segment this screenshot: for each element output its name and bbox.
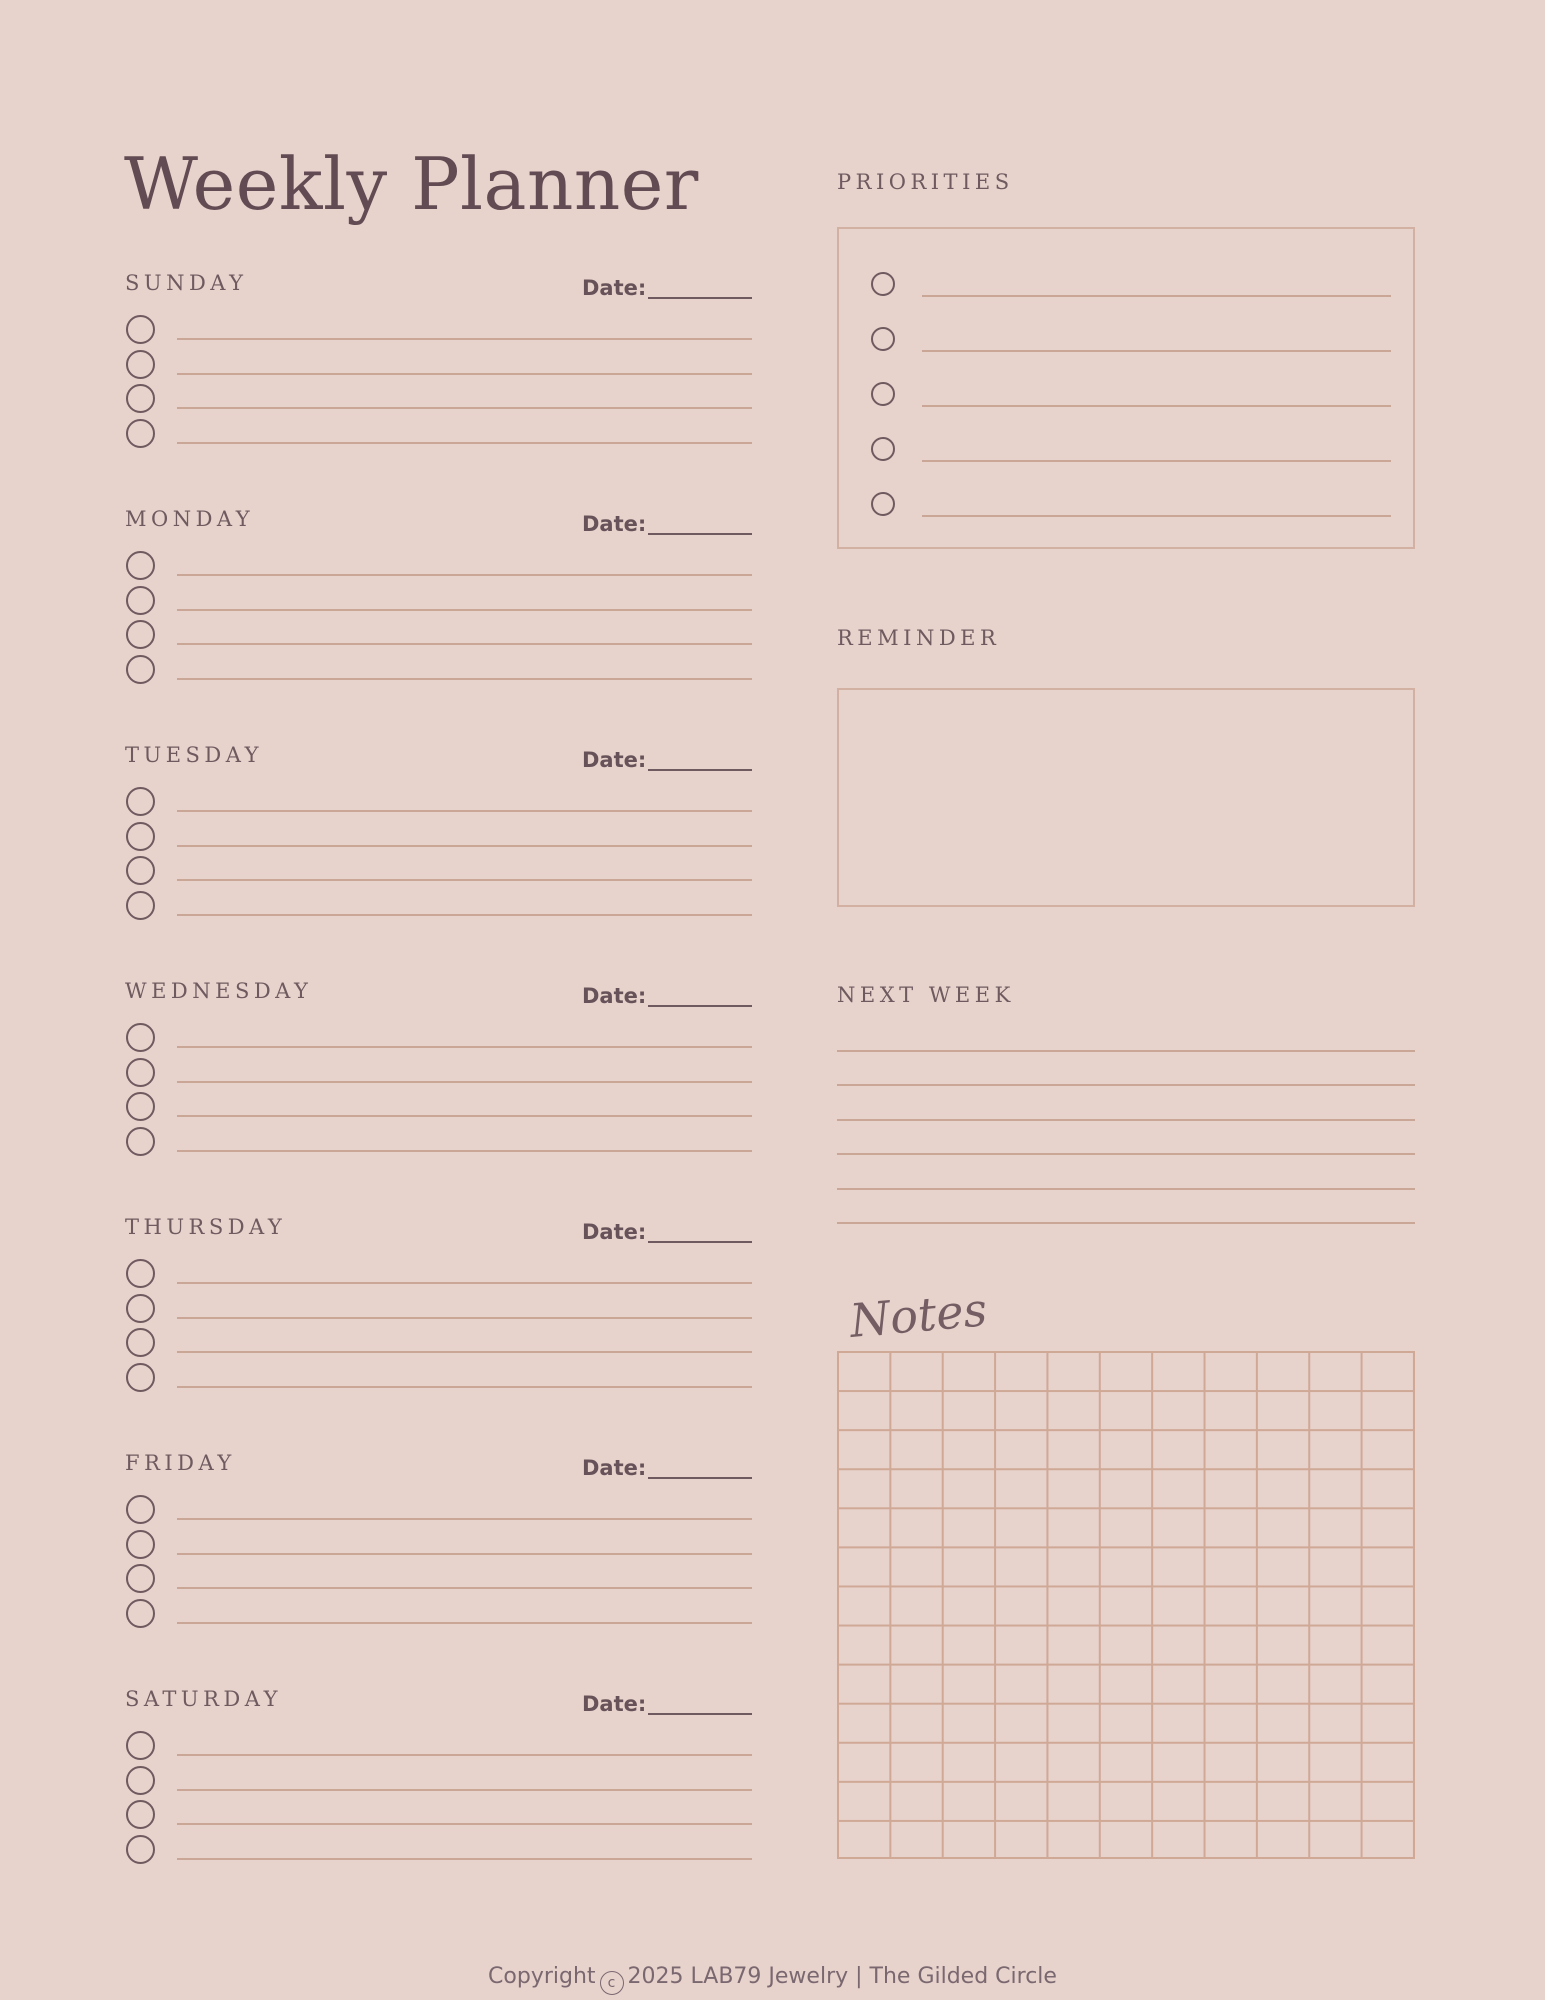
task-checkbox[interactable] [126,384,155,413]
task-checkbox[interactable] [126,1766,155,1795]
date-label: Date: [582,1220,647,1244]
priority-line[interactable] [922,295,1391,297]
task-checkbox[interactable] [126,1564,155,1593]
date-field[interactable] [648,297,752,299]
task-line[interactable] [177,845,752,847]
day-label-thursday: THURSDAY [125,1215,287,1239]
task-checkbox[interactable] [126,350,155,379]
task-checkbox[interactable] [126,787,155,816]
next-week-line[interactable] [837,1153,1415,1155]
task-line[interactable] [177,1622,752,1624]
date-field[interactable] [648,533,752,535]
task-line[interactable] [177,1386,752,1388]
task-checkbox[interactable] [126,1294,155,1323]
task-line[interactable] [177,1351,752,1353]
copyright-symbol: c [600,1971,624,1995]
task-checkbox[interactable] [126,822,155,851]
date-field[interactable] [648,1005,752,1007]
day-label-friday: FRIDAY [125,1451,236,1475]
task-checkbox[interactable] [126,1363,155,1392]
task-line[interactable] [177,1282,752,1284]
task-line[interactable] [177,1789,752,1791]
task-line[interactable] [177,1587,752,1589]
task-line[interactable] [177,678,752,680]
task-checkbox[interactable] [126,586,155,615]
task-checkbox[interactable] [126,856,155,885]
task-line[interactable] [177,1150,752,1152]
task-line[interactable] [177,338,752,340]
next-week-heading: NEXT WEEK [837,983,1015,1007]
day-label-wednesday: WEDNESDAY [125,979,313,1003]
next-week-line[interactable] [837,1119,1415,1121]
priority-checkbox[interactable] [871,382,895,406]
date-field[interactable] [648,769,752,771]
copyright-prefix: Copyright [488,1964,596,1989]
day-label-sunday: SUNDAY [125,271,248,295]
date-label: Date: [582,276,647,300]
task-checkbox[interactable] [126,1092,155,1121]
task-checkbox[interactable] [126,1023,155,1052]
task-checkbox[interactable] [126,891,155,920]
footer-copyright [0,1966,1545,1995]
date-field[interactable] [648,1713,752,1715]
priority-line[interactable] [922,460,1391,462]
task-checkbox[interactable] [126,620,155,649]
task-checkbox[interactable] [126,1259,155,1288]
task-checkbox[interactable] [126,315,155,344]
task-checkbox[interactable] [126,655,155,684]
date-label: Date: [582,984,647,1008]
date-field[interactable] [648,1477,752,1479]
task-line[interactable] [177,1115,752,1117]
page-title: Weekly Planner [124,142,699,226]
priority-checkbox[interactable] [871,437,895,461]
task-line[interactable] [177,810,752,812]
notes-grid[interactable] [837,1351,1415,1859]
task-line[interactable] [177,1518,752,1520]
task-checkbox[interactable] [126,1731,155,1760]
task-line[interactable] [177,442,752,444]
next-week-line[interactable] [837,1222,1415,1224]
date-label: Date: [582,512,647,536]
priorities-heading: PRIORITIES [837,170,1014,194]
task-line[interactable] [177,574,752,576]
task-checkbox[interactable] [126,419,155,448]
task-checkbox[interactable] [126,1127,155,1156]
day-label-tuesday: TUESDAY [125,743,263,767]
copyright-text: 2025 LAB79 Jewelry | The Gilded Circle [627,1964,1057,1989]
task-checkbox[interactable] [126,1328,155,1357]
task-line[interactable] [177,914,752,916]
priority-line[interactable] [922,515,1391,517]
task-line[interactable] [177,1046,752,1048]
task-line[interactable] [177,1081,752,1083]
date-label: Date: [582,1456,647,1480]
day-label-monday: MONDAY [125,507,255,531]
task-line[interactable] [177,1553,752,1555]
task-checkbox[interactable] [126,1800,155,1829]
priority-checkbox[interactable] [871,327,895,351]
task-line[interactable] [177,407,752,409]
task-line[interactable] [177,373,752,375]
priority-checkbox[interactable] [871,272,895,296]
next-week-line[interactable] [837,1084,1415,1086]
reminder-box[interactable] [837,688,1415,907]
date-field[interactable] [648,1241,752,1243]
date-label: Date: [582,1692,647,1716]
task-checkbox[interactable] [126,1530,155,1559]
task-line[interactable] [177,1317,752,1319]
priority-checkbox[interactable] [871,492,895,516]
task-checkbox[interactable] [126,1058,155,1087]
priority-line[interactable] [922,350,1391,352]
task-line[interactable] [177,1754,752,1756]
task-checkbox[interactable] [126,1495,155,1524]
notes-heading: Notes [847,1282,990,1348]
task-line[interactable] [177,609,752,611]
task-line[interactable] [177,879,752,881]
task-checkbox[interactable] [126,1835,155,1864]
priorities-box [837,227,1415,549]
priority-line[interactable] [922,405,1391,407]
date-label: Date: [582,748,647,772]
next-week-line[interactable] [837,1188,1415,1190]
task-line[interactable] [177,1858,752,1860]
task-checkbox[interactable] [126,551,155,580]
task-line[interactable] [177,1823,752,1825]
task-line[interactable] [177,643,752,645]
day-label-saturday: SATURDAY [125,1687,282,1711]
reminder-heading: REMINDER [837,626,1001,650]
next-week-line[interactable] [837,1050,1415,1052]
task-checkbox[interactable] [126,1599,155,1628]
